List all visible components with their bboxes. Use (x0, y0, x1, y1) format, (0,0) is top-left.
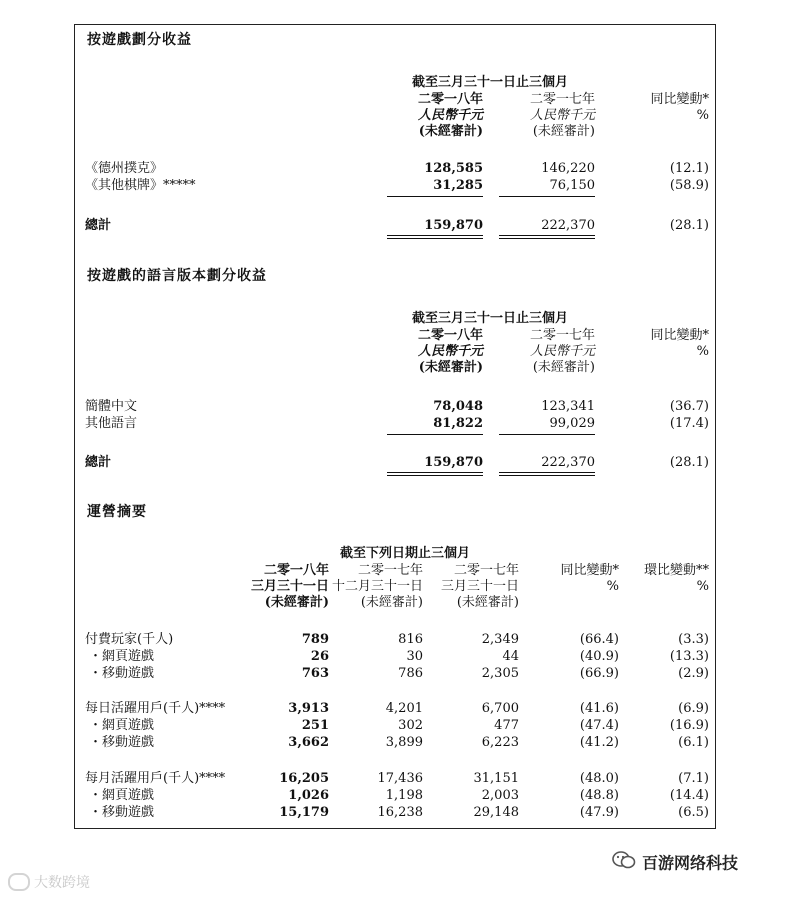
value-yoy: (47.9) (579, 805, 619, 820)
value-2017-mar: 2,003 (481, 788, 519, 803)
header-col-2017-dec: 二零一七年 (357, 563, 423, 578)
value-yoy: (48.0) (579, 771, 619, 786)
value-2017: 99,029 (549, 416, 595, 431)
watermark-left: 大数跨境 (8, 872, 90, 892)
value-2017-mar: 2,349 (481, 632, 519, 647)
value-qoq: (6.5) (678, 805, 709, 820)
value-2017-dec: 16,238 (377, 805, 423, 820)
total-label: 總計 (85, 218, 112, 233)
row-label: 其他語言 (85, 416, 138, 431)
header-col-yoy: 同比變動* (560, 563, 619, 578)
value-2018-mar: 789 (301, 632, 329, 647)
value-2017-mar: 31,151 (473, 771, 519, 786)
wechat-brand-icon (8, 873, 30, 891)
value-2017: 76,150 (549, 178, 595, 193)
header-col-2017-unit: 人民幣千元 (529, 344, 595, 359)
subtotal-rule (387, 434, 483, 435)
wechat-official-account-icon (612, 850, 636, 874)
total-2017: 222,370 (541, 455, 595, 470)
value-yoy: (36.7) (669, 399, 709, 414)
total-2018: 159,870 (424, 218, 483, 233)
header-col-2018-note: (未經審計) (264, 595, 329, 610)
header-col-2017-dec-date: 十二月三十一日 (331, 579, 423, 594)
header-col-2017-mar: 二零一七年 (453, 563, 519, 578)
total-double-rule (499, 235, 595, 239)
row-label: ・移動遊戲 (89, 805, 155, 820)
value-2018-mar: 16,205 (279, 771, 329, 786)
value-2018-mar: 15,179 (279, 805, 329, 820)
value-2017-mar: 6,223 (481, 735, 519, 750)
value-2018-mar: 26 (310, 649, 329, 664)
subtotal-rule (387, 196, 483, 197)
value-2017-dec: 17,436 (377, 771, 423, 786)
header-col-2018: 二零一八年 (263, 563, 329, 578)
header-col-yoy: 同比變動* (650, 92, 709, 107)
header-col-yoy-unit: % (696, 344, 709, 359)
total-double-rule (499, 472, 595, 476)
value-qoq: (7.1) (678, 771, 709, 786)
value-2018-mar: 3,662 (288, 735, 329, 750)
value-2018-mar: 3,913 (288, 701, 329, 716)
total-label: 總計 (85, 455, 112, 470)
value-2017-mar: 29,148 (473, 805, 519, 820)
header-col-yoy: 同比變動* (650, 328, 709, 343)
header-period: 截至三月三十一日止三個月 (411, 75, 568, 90)
value-2018: 31,285 (433, 178, 483, 193)
header-col-2018-note: (未經審計) (418, 360, 483, 375)
row-label: ・網頁遊戲 (89, 788, 155, 803)
header-col-2018: 二零一八年 (417, 328, 483, 343)
total-double-rule (387, 472, 483, 476)
section-title-operating-summary: 運營摘要 (87, 504, 147, 520)
header-col-2018-note: (未經審計) (418, 124, 483, 139)
row-label: ・移動遊戲 (89, 735, 155, 750)
value-2017-dec: 302 (398, 718, 423, 733)
value-2017-dec: 4,201 (385, 701, 423, 716)
row-label: 《其他棋牌》***** (85, 178, 196, 193)
value-yoy: (48.8) (579, 788, 619, 803)
value-yoy: (66.9) (579, 666, 619, 681)
value-yoy: (66.4) (579, 632, 619, 647)
row-label: 簡體中文 (85, 399, 138, 414)
header-col-2017-mar-date: 三月三十一日 (440, 579, 519, 594)
value-qoq: (13.3) (669, 649, 709, 664)
value-yoy: (41.2) (579, 735, 619, 750)
value-qoq: (6.1) (678, 735, 709, 750)
value-2017-dec: 3,899 (385, 735, 423, 750)
value-2017-mar: 2,305 (481, 666, 519, 681)
header-col-2018-unit: 人民幣千元 (417, 108, 483, 123)
value-qoq: (6.9) (678, 701, 709, 716)
value-2018: 128,585 (424, 161, 483, 176)
value-2018-mar: 251 (301, 718, 329, 733)
header-col-yoy-unit: % (696, 108, 709, 123)
header-period: 截至三月三十一日止三個月 (411, 311, 568, 326)
value-2017-mar: 6,700 (481, 701, 519, 716)
value-2018-mar: 1,026 (288, 788, 329, 803)
header-col-2018-date: 三月三十一日 (250, 579, 329, 594)
value-2018: 81,822 (433, 416, 483, 431)
value-yoy: (47.4) (579, 718, 619, 733)
header-col-qoq-unit: % (696, 579, 709, 594)
value-qoq: (3.3) (678, 632, 709, 647)
total-yoy: (28.1) (669, 218, 709, 233)
value-yoy: (58.9) (669, 178, 709, 193)
value-qoq: (14.4) (669, 788, 709, 803)
report-frame (74, 24, 716, 829)
section-title-revenue-by-language: 按遊戲的語言版本劃分收益 (87, 268, 267, 284)
header-col-2017-note: (未經審計) (532, 124, 595, 139)
value-yoy: (40.9) (579, 649, 619, 664)
value-2017-dec: 30 (406, 649, 423, 664)
header-col-2018-unit: 人民幣千元 (417, 344, 483, 359)
value-qoq: (16.9) (669, 718, 709, 733)
value-2017-mar: 477 (494, 718, 519, 733)
subtotal-rule (499, 434, 595, 435)
value-yoy: (12.1) (669, 161, 709, 176)
value-2017: 123,341 (541, 399, 595, 414)
row-label: 《德州撲克》 (85, 161, 164, 176)
value-yoy: (17.4) (669, 416, 709, 431)
header-col-2017-note: (未經審計) (532, 360, 595, 375)
header-col-2017-dec-note: (未經審計) (360, 595, 423, 610)
value-2017-dec: 1,198 (385, 788, 423, 803)
header-col-2018: 二零一八年 (417, 92, 483, 107)
header-col-2017-unit: 人民幣千元 (529, 108, 595, 123)
row-label: 每日活躍用戶(千人)**** (85, 701, 226, 716)
total-double-rule (387, 235, 483, 239)
total-2017: 222,370 (541, 218, 595, 233)
value-2018: 78,048 (433, 399, 483, 414)
section-title-revenue-by-game: 按遊戲劃分收益 (87, 32, 192, 48)
header-col-2017: 二零一七年 (529, 328, 595, 343)
total-2018: 159,870 (424, 455, 483, 470)
value-2017-dec: 816 (398, 632, 423, 647)
subtotal-rule (499, 196, 595, 197)
header-period: 截至下列日期止三個月 (339, 546, 470, 561)
header-col-2017: 二零一七年 (529, 92, 595, 107)
total-yoy: (28.1) (669, 455, 709, 470)
watermark-right: 百游网络科技 (612, 850, 738, 874)
value-2018-mar: 763 (301, 666, 329, 681)
value-2017-dec: 786 (398, 666, 423, 681)
row-label: 付費玩家(千人) (85, 632, 174, 647)
header-col-qoq: 環比變動** (643, 563, 709, 578)
value-2017: 146,220 (541, 161, 595, 176)
header-col-yoy-unit: % (606, 579, 619, 594)
row-label: 每月活躍用戶(千人)**** (85, 771, 226, 786)
value-yoy: (41.6) (579, 701, 619, 716)
row-label: ・移動遊戲 (89, 666, 155, 681)
row-label: ・網頁遊戲 (89, 649, 155, 664)
row-label: ・網頁遊戲 (89, 718, 155, 733)
value-2017-mar: 44 (502, 649, 519, 664)
value-qoq: (2.9) (678, 666, 709, 681)
header-col-2017-mar-note: (未經審計) (456, 595, 519, 610)
